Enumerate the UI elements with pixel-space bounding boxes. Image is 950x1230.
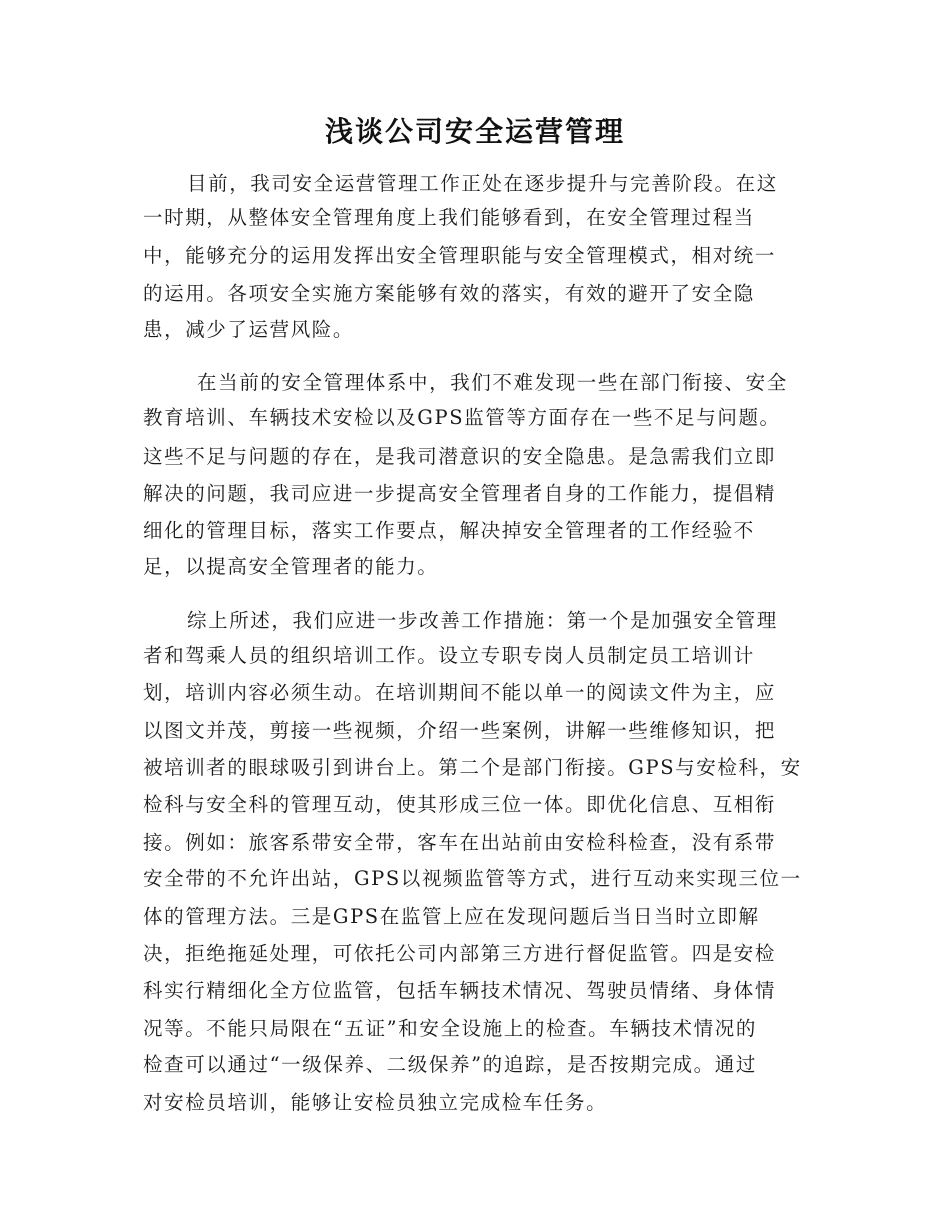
paragraph-3-line-3: 划，培训内容必须生动。在培训期间不能以单一的阅读文件为主，应 — [143, 681, 777, 704]
paragraph-3-line-13: 检查可以通过“一级保养、二级保养”的追踪，是否按期完成。通过 — [143, 1053, 757, 1076]
paragraph-3-line-10: 决，拒绝拖延处理，可依托公司内部第三方进行督促监管。四是安检 — [143, 942, 777, 965]
paragraph-3-line-14: 对安检员培训，能够让安检员独立完成检车任务。 — [143, 1091, 608, 1114]
paragraph-1-line-1: 目前，我司安全运营管理工作正处在逐步提升与完善阶段。在这 — [187, 172, 778, 195]
paragraph-2-line-5: 细化的管理目标，落实工作要点，解决掉安全管理者的工作经验不 — [143, 519, 755, 542]
paragraph-3-line-2: 者和驾乘人员的组织培训工作。设立专职专岗人员制定员工培训计 — [143, 644, 755, 667]
paragraph-1-line-5: 患，减少了运营风险。 — [143, 318, 355, 341]
paragraph-3-line-7: 接。例如：旅客系带安全带，客车在出站前由安检科检查，没有系带 — [143, 831, 777, 854]
paragraph-3-line-8: 安全带的不允许出站，GPS以视频监管等方式，进行互动来实现三位一 — [143, 867, 802, 890]
document-title: 浅谈公司安全运营管理 — [324, 115, 625, 148]
paragraph-1-line-4: 的运用。各项安全实施方案能够有效的落实，有效的避开了安全隐 — [143, 282, 755, 305]
paragraph-3-line-6: 检科与安全科的管理互动，使其形成三位一体。即优化信息、互相衔 — [143, 793, 777, 816]
paragraph-2-line-6: 足，以提高安全管理者的能力。 — [143, 555, 439, 578]
paragraph-2-line-4: 解决的问题，我司应进一步提高安全管理者自身的工作能力，提倡精 — [143, 482, 777, 505]
paragraph-1-line-3: 中，能够充分的运用发挥出安全管理职能与安全管理模式，相对统一 — [143, 244, 777, 267]
paragraph-3-line-1: 综上所述，我们应进一步改善工作措施：第一个是加强安全管理 — [187, 609, 778, 632]
paragraph-2-line-1: 在当前的安全管理体系中，我们不难发现一些在部门衔接、安全 — [197, 371, 788, 394]
paragraph-2-line-2: 教育培训、车辆技术安检以及GPS监管等方面存在一些不足与问题。 — [143, 406, 781, 429]
paragraph-3-line-5: 被培训者的眼球吸引到讲台上。第二个是部门衔接。GPS与安检科，安 — [143, 756, 802, 779]
paragraph-3-line-11: 科实行精细化全方位监管，包括车辆技术情况、驾驶员情绪、身体情 — [143, 979, 777, 1002]
paragraph-3-line-9: 体的管理方法。三是GPS在监管上应在发现问题后当日当时立即解 — [143, 905, 760, 928]
paragraph-1-line-2: 一时期，从整体安全管理角度上我们能够看到，在安全管理过程当 — [143, 206, 755, 229]
paragraph-2-line-3: 这些不足与问题的存在，是我司潜意识的安全隐患。是急需我们立即 — [143, 445, 777, 468]
paragraph-3-line-12: 况等。不能只局限在“五证”和安全设施上的检查。车辆技术情况的 — [143, 1017, 757, 1040]
paragraph-3-line-4: 以图文并茂，剪接一些视频，介绍一些案例，讲解一些维修知识，把 — [143, 719, 777, 742]
